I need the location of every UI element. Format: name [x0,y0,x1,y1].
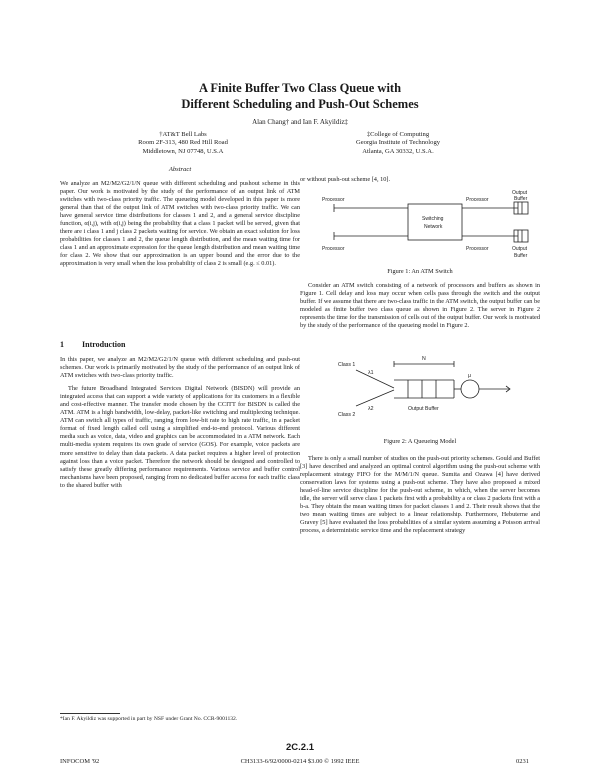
footnote: *Ian F. Akyildiz was supported in part by NSF under Grant No. CCR-9001132. [60,716,238,722]
fig1-processor-label: Processor [322,246,345,252]
fig2-lambda2-label: λ2 [368,406,374,412]
right-paragraph-1 [300,282,540,330]
fig2-n-label: N [422,356,426,362]
fig1-buffer-label: Buffer [514,253,528,259]
intro-paragraph-1: In this paper, we analyze an M2/M2/G2/1/N queue with different scheduling and push-out schemes. Our work is primarily motivated by the study of the performance of an output link of ATM switches with two-class priority traffic. [60,356,300,380]
intro-body [60,356,300,490]
fig1-network-label: Network [424,224,443,230]
affil-left-line: Room 2F-313, 480 Red Hill Road [138,139,228,147]
affil-left-line: †AT&T Bell Labs [159,131,207,138]
fig2-mu-label: μ [468,373,471,379]
affiliation-right [312,131,484,156]
figure-2-queueing-model [338,352,528,426]
fig2-class2-label: Class 2 [338,412,356,418]
right-paragraph-1-text: Consider an ATM switch consisting of a network of processors and buffers as shown in Figure 1. Cell delay and loss may occur when cells pass through the switch and the output buffer. If we assume that there are two-class traffic in the ATM switch, the output buffer can be modeled as finite buffer two class queue as shown in Figure 2. The server in Figure 2 represents the time for the transmission of cells out of the output buffer. Our work is motivated by the study of the performance of the queueing model in Figure 2. [300,282,540,330]
intro-paragraph-2: The future Broadband Integrated Services Digital Network (BISDN) will provide an integrated access that can support a wide variety of applications for its customers in a flexible and cost-effective manner. The transfer mode chosen by the CCITT for BISDN is called the ATM. ATM is a high bandwidth, low-delay, packet-like switching and multiplexing technique. ATM can switch all types of traffic, ranging from low-bit rate to high rate traffic, in a packet format of fixed length called cell using a simplified end-to-end protocol. Various different media such as voice, data, video and graphics can be accommodated in a ATM network. Each multi-media system requires its own grade of service (GOS). For example, voice packets are more sensitive to delay than data packets. A data packet requires a higher level of protection against loss than a voice packet. Therefore the network should be designed and controlled to satisfy these greatly differing performance requirements. Various service and buffer control mechanisms have been proposed, ranging from no dedicated buffer access for each traffic class to the shared buffer with [60,385,300,489]
right-column-lead: or without push-out scheme [4, 10]. [300,176,391,183]
right-paragraph-2 [300,455,540,535]
fig1-output-label: Output [512,190,528,196]
abstract-heading: Abstract [168,166,192,173]
affiliation-left [98,131,268,156]
fig1-switching-label: Switching [422,216,444,222]
section-title: Introduction [82,340,126,349]
affil-right-line: ‡College of Computing [366,131,430,138]
fig2-output-buffer-label: Output Buffer [408,406,439,412]
conference-name: INFOCOM '92 [60,758,100,765]
abstract-text: We analyze an M2/M2/G2/1/N queue with different scheduling and pushout scheme in this paper. Our work is motivated by the study of the performance of an output link of ATM switches with two-class priority traffic. The queueing model developed in this paper is more general than that of the output link of ATM switches with two-class priority traffic. We can have general service time distributions for classes 1 and 2, and a general service discipline function, α(i,j), with α(i,j) being the probability that a class 1 packet will be served, given that there are i class 1 and j class 2 packets waiting for service. We obtain an exact solution for loss probabilities for classes 1 and 2, the queue length distribution, and the mean waiting time for class 1 and an approximate expression for the queue length distribution and mean waiting time for class 2. We show that our approximation is an upper bound and the error due to the approximation is very small when the loss probability of class 2 is small (e.g. ≤ 0.01). [60,180,300,268]
figure-1-caption: Figure 1: An ATM Switch [387,268,453,275]
abstract-body [60,180,300,269]
copyright-code: CH3133-6/92/0000-0214 $3.00 © 1992 IEEE [240,758,360,765]
server-circle [461,380,479,398]
switching-network-box [408,204,462,240]
fig1-processor-label: Processor [322,197,345,203]
affil-left-line: Middletown, NJ 07748, U.S.A [142,147,224,155]
affil-right-line: Georgia Institute of Technology [355,139,441,147]
affil-right-line: Atlanta, GA 30332, U.S.A. [362,147,434,155]
fig1-output-label: Output [512,246,528,252]
paper-authors: Alan Chang† and Ian F. Akyildiz‡ [252,118,348,126]
fig1-processor-label: Processor [466,246,489,252]
right-paragraph-2-text: There is only a small number of studies on the push-out priority schemes. Gould and Buffet [3] have described and analyzed an optimal control algorithm using the push-out scheme with replacement strategy FIFO for the M/M/1/N queue. Sumita and Ozawa [4] have derived conservation laws for systems using a push-out scheme. They have also proposed a mixed head-of-line service discipline for the push-out scheme, in which, when the server becomes idle, the server will serve class 1 packets first with a probability a or class 2 packets first with a b-a. They obtain the mean waiting times for packet classes 1 and 2. Their result shows that the two mean waiting times are subject to a linear relationship. Furthermore, Hebuterne and Gravey [5] have evaluated the loss probabilities of a similar system assuming a Poisson arrival process, a deterministic service time and the replacement strategy [300,455,540,535]
fig2-class1-label: Class 1 [338,362,356,368]
paper-title-line-1: A Finite Buffer Two Class Queue with [198,81,402,95]
figure-1-atm-switch [318,188,544,264]
figure-2-caption: Figure 2: A Queueing Model [383,438,457,445]
page-session-id: 2C.2.1 [286,742,314,753]
section-number: 1 [60,340,64,349]
footnote-rule [60,713,120,714]
section-1-heading [60,340,300,349]
fig2-lambda1-label: λ1 [368,370,374,376]
fig1-buffer-label: Buffer [514,196,528,202]
fig1-processor-label: Processor [466,197,489,203]
paper-title-line-2: Different Scheduling and Push-Out Schemes [181,97,419,111]
page-number: 0231 [516,758,529,765]
